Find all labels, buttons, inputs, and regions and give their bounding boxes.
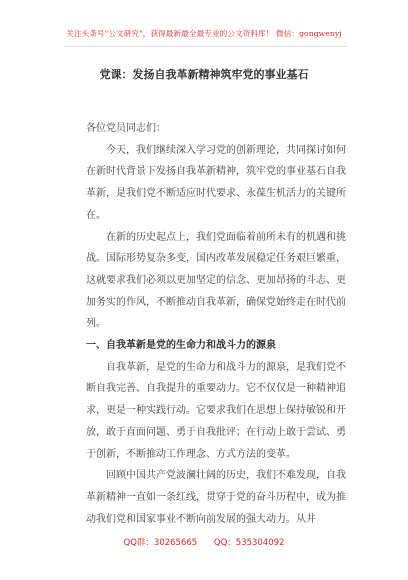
paragraph: 自我革新，是党的生命力和战斗力的源泉，是我们党不断自我完善、自我提升的重要动力。它不仅仅是一种精神追求，更是一种实践行动。它要求我们在思想上保持敏锐和开放，敢于直面问题、勇于自我批评；在行动上敢于尝试、勇于创新，不断推动工作理念、方式方法的变革。 bbox=[86, 361, 346, 460]
footer-qq: QQ：535304092 bbox=[213, 538, 285, 548]
footer-qq-group: QQ群：30265665 bbox=[123, 538, 198, 548]
section-heading: 一、自我革新是党的生命力和战斗力的源泉 bbox=[86, 340, 276, 352]
document-body bbox=[86, 118, 346, 530]
footer-contact bbox=[0, 536, 408, 548]
document-title: 党课：发扬自我革新精神筑牢党的事业基石 bbox=[99, 68, 309, 81]
paragraph: 回顾中国共产党波澜壮阔的历史，我们不难发现，自我革新精神一直如一条红线，贯穿于党的奋斗历程中，成为推动我们党和国家事业不断向前发展的强大动力。从井 bbox=[86, 470, 346, 525]
paragraph: 在新的历史起点上，我们党面临着前所未有的机遇和挑战。国际形势复杂多变，国内改革发展稳定任务艰巨繁重，这就要求我们必须以更加坚定的信念、更加昂扬的斗志、更加务实的作风，不断推动自我革新，确保党始终走在时代前列。 bbox=[86, 231, 346, 330]
salutation: 各位党员同志们： bbox=[86, 123, 166, 134]
header-notice: 关注头条号"公文研究"，获得最新最全最专业的公文资料库！ 微信：gongwenyj bbox=[66, 29, 342, 38]
paragraph: 今天，我们继续深入学习党的创新理论，共同探讨如何在新时代背景下发扬自我革新精神，筑牢党的事业基石自我革新，是我们党不断适应时代要求、永葆生机活力的关键所在。 bbox=[86, 144, 346, 221]
header-divider bbox=[64, 46, 346, 47]
